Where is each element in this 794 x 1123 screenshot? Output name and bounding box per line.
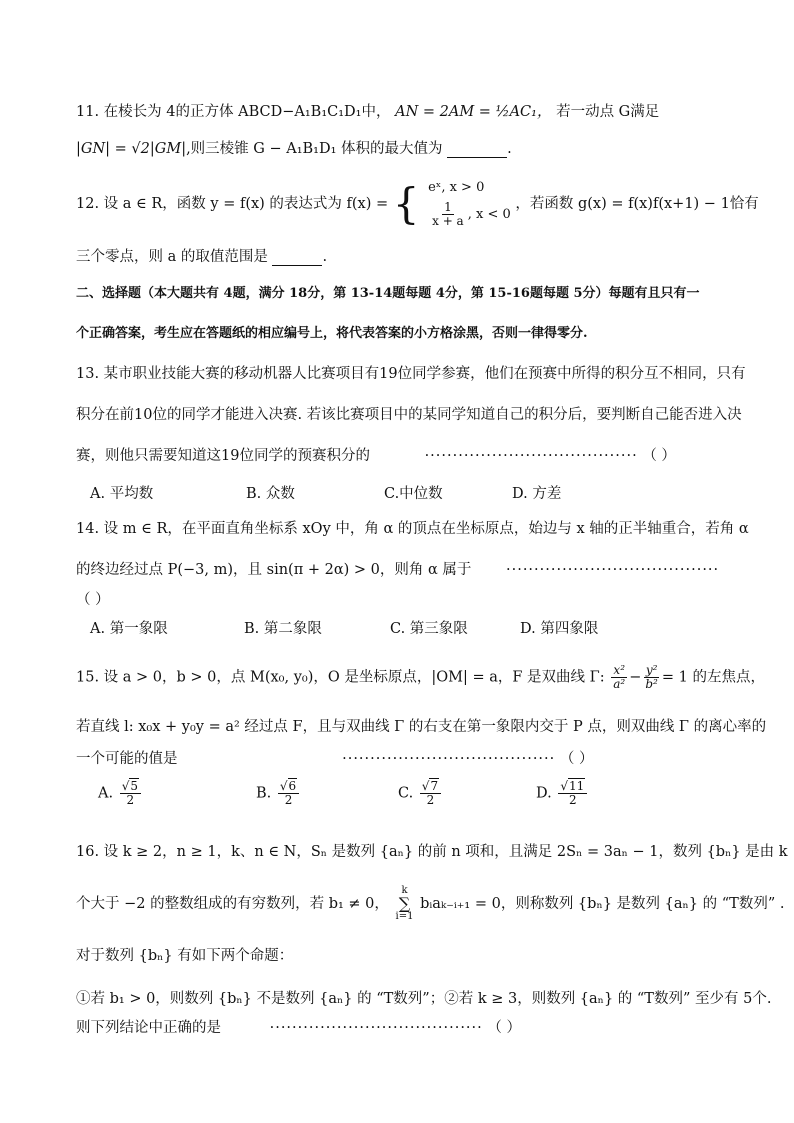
q14-option-b[interactable]: B. 第二象限 — [244, 621, 322, 637]
q15-option-a[interactable] — [98, 780, 143, 807]
q16-sum — [396, 886, 414, 922]
q14-answer-paren[interactable]: （ ） — [76, 592, 110, 608]
q15-option-c-num: √7 — [420, 780, 441, 794]
q15-line3 — [76, 747, 593, 768]
q14-option-d[interactable]: D. 第四象限 — [520, 621, 599, 637]
q12-question: 三个零点，则 a 的取值范围是 — [76, 249, 268, 265]
q13-question: 赛，则他只需要知道这19位同学的预赛积分的 — [76, 448, 370, 464]
q15-x2: x² — [613, 663, 625, 677]
q15-dots: ······································ — [342, 751, 556, 767]
q15-option-a-den: 2 — [126, 793, 135, 808]
q11-vector-equation: AN = 2AM = ½AC₁， — [395, 104, 552, 120]
q16-question: 则下列结论中正确的是 — [76, 1020, 221, 1036]
q14-question: 的终边经过点 P(−3, m)，且 sin(π + 2α) > 0，则角 α 属于 — [76, 562, 472, 578]
q11-text-tail: 若一动点 G满足 — [556, 104, 660, 120]
q15-option-d[interactable] — [536, 780, 589, 807]
q12-brace: { — [392, 179, 420, 229]
q14-option-c[interactable]: C. 第三象限 — [390, 621, 468, 637]
q12-text-tail: ，若函数 g(x) = f(x)f(x+1) − 1恰有 — [515, 196, 759, 213]
q12-case1: eˣ, x > 0 — [428, 180, 485, 195]
q12-case2 — [428, 201, 511, 228]
q15-option-d-den: 2 — [568, 793, 577, 808]
q13-option-d[interactable]: D. 方差 — [512, 486, 562, 502]
section2-header: 二、选择题（本大题共有 4题，满分 18分，第 13-14题每题 4分，第 15-16题每题 5分）每题有且只有一 — [76, 286, 700, 301]
q12-line1 — [76, 180, 759, 228]
q14-dots: ······································ — [506, 562, 720, 578]
q16-line1: 16. 设 k ≥ 2，n ≥ 1，k、n ∈ N，Sₙ 是数列 {aₙ} 的前 n 项和，且满足 2Sₙ = 3aₙ − 1，数列 {bₙ} 是由 k — [76, 844, 788, 860]
q15-option-b-den: 2 — [284, 793, 293, 808]
q11-condition: |GN| = √2|GM| — [76, 141, 187, 157]
q13-option-b[interactable]: B. 众数 — [246, 486, 295, 502]
q15-option-b-num: √6 — [278, 780, 299, 794]
q16-answer-paren[interactable]: （ ） — [487, 1020, 521, 1036]
q15-x2-frac — [611, 664, 627, 691]
q13-line3 — [76, 444, 676, 465]
q13-line2: 积分在前10位的同学才能进入决赛. 若该比赛项目中的某同学知道自己的积分后，要判断自己能否进入决 — [76, 407, 742, 423]
q13-option-a[interactable]: A. 平均数 — [90, 486, 154, 502]
q11-line2 — [76, 137, 512, 158]
q15-line2: 若直线 l: x₀x + y₀y = a² 经过点 F，且与双曲线 Γ 的右支在第一象限内交于 P 点，则双曲线 Γ 的离心率的 — [76, 719, 767, 735]
q16-dots: ······································ — [269, 1020, 483, 1036]
q16-text-tail: bᵢaₖ₋ᵢ₊₁ = 0，则称数列 {bₙ} 是数列 {aₙ} 的 “T数列” . — [420, 896, 785, 912]
q15-option-b-label: B. — [256, 785, 272, 802]
q15-option-b[interactable] — [256, 780, 301, 807]
q16-sum-top: k — [401, 885, 408, 896]
q15-option-b-rad: 6 — [288, 779, 297, 793]
q15-option-b-frac — [278, 780, 299, 807]
q16-sigma: ∑ — [398, 894, 411, 913]
q15-line1: 15. 设 a > 0，b > 0，点 M(x₀, y₀)，O 是坐标原点，|OM| = a，F 是双曲线 Γ: $\frac{\text{x²}}{\text{a²}}$ − $\frac{\text{y²}}{\text{b²}}$ = 1 的左焦点， — [76, 663, 765, 692]
q12-line2 — [76, 245, 327, 266]
q15-option-a-num: √5 — [120, 780, 141, 794]
q15-option-c[interactable] — [398, 780, 443, 807]
q12-case2-cond: , x < 0 — [467, 207, 511, 223]
q12-text: 12. 设 a ∈ R，函数 y = f(x) 的表达式为 f(x) = — [76, 196, 389, 213]
q15-option-c-label: C. — [398, 785, 414, 802]
q11-text: 11. 在棱长为 4的正方体 ABCD−A₁B₁C₁D₁中， — [76, 104, 391, 120]
q15-option-d-label: D. — [536, 785, 552, 802]
q15-answer-paren[interactable]: （ ） — [559, 751, 594, 767]
q14-option-a[interactable]: A. 第一象限 — [90, 621, 168, 637]
q15-y2: y² — [645, 663, 658, 677]
q12-frac-den: x + a — [432, 214, 464, 229]
q16-line5 — [76, 1016, 521, 1037]
q15-option-c-den: 2 — [426, 793, 435, 808]
q16-line2 — [76, 886, 784, 922]
q14-line2 — [76, 558, 719, 579]
q12-piecewise — [428, 180, 511, 228]
q15-text: 15. 设 a > 0，b > 0，点 M(x₀, y₀)，O 是坐标原点，|OM| = a，F 是双曲线 Γ: — [76, 669, 605, 686]
q15-question: 一个可能的值是 — [76, 751, 178, 767]
q13-option-c[interactable]: C.中位数 — [384, 486, 443, 502]
q12-period: . — [322, 249, 328, 265]
q15-option-d-rad: 11 — [568, 779, 585, 793]
q15-option-d-frac — [558, 780, 587, 807]
q15-y2-frac — [643, 664, 660, 691]
q15-option-c-frac — [420, 780, 441, 807]
section2-instructions: 个正确答案，考生应在答题纸的相应编号上，将代表答案的小方格涂黑，否则一律得零分. — [76, 326, 588, 341]
q16-sum-bottom: i=1 — [395, 911, 414, 922]
q16-text: 个大于 −2 的整数组成的有穷数列，若 b₁ ≠ 0， — [76, 896, 389, 912]
q12-case2-frac — [430, 201, 466, 228]
q14-line1: 14. 设 m ∈ R，在平面直角坐标系 xOy 中，角 α 的顶点在坐标原点，始边与 x 轴的正半轴重合，若角 α — [76, 521, 749, 537]
q15-option-d-num: √11 — [558, 780, 587, 794]
q15-option-c-rad: 7 — [430, 779, 439, 793]
q12-frac-num: 1 — [444, 200, 452, 214]
q11-answer-blank[interactable] — [447, 143, 507, 158]
q15-option-a-rad: 5 — [130, 779, 138, 793]
q15-option-a-frac — [120, 780, 141, 807]
q15-a2: a² — [613, 677, 626, 692]
q16-line3: 对于数列 {bₙ} 有如下两个命题： — [76, 948, 294, 964]
q15-text-tail: = 1 的左焦点， — [661, 669, 765, 686]
q16-line4: ①若 b₁ > 0，则数列 {bₙ} 不是数列 {aₙ} 的 “T数列”；②若 k ≥ 3，则数列 {aₙ} 的 “T数列” 至少有 5个. — [76, 991, 772, 1007]
q13-answer-paren[interactable]: （ ） — [642, 448, 676, 464]
q13-dots: ······································ — [424, 448, 638, 464]
q15-b2: b² — [645, 677, 658, 692]
q11-question: ,则三棱锥 G − A₁B₁D₁ 体积的最大值为 — [186, 141, 443, 157]
q11-period: . — [507, 141, 512, 157]
q11-line1 — [76, 100, 659, 121]
q15-option-a-label: A. — [98, 785, 114, 802]
q12-answer-blank[interactable] — [272, 251, 322, 266]
q13-line1: 13. 某市职业技能大赛的移动机器人比赛项目有19位同学参赛，他们在预赛中所得的积分互不相同，只有 — [76, 366, 746, 382]
